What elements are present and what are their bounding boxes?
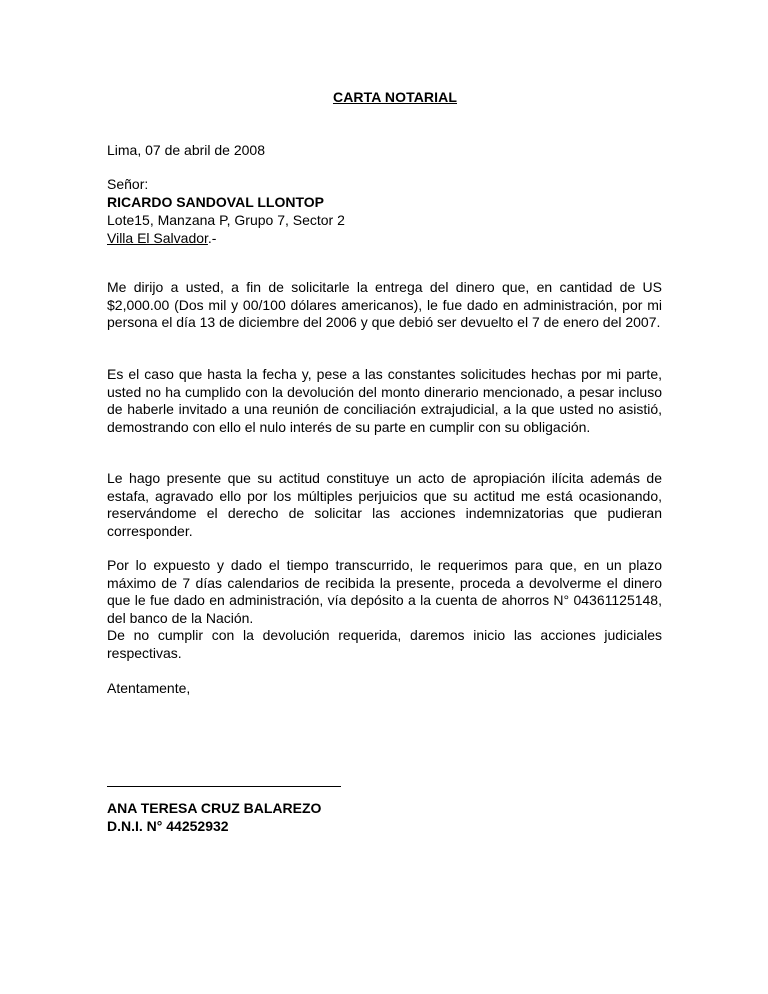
recipient-name: RICARDO SANDOVAL LLONTOP [107, 194, 325, 210]
date-text: Lima, 07 de abril de 2008 [107, 142, 265, 158]
closing-line [107, 679, 662, 697]
recipient-district-suffix: .- [207, 230, 217, 246]
signer-name: ANA TERESA CRUZ BALAREZO [107, 800, 322, 816]
closing-text: Atentamente, [107, 680, 191, 696]
body-paragraph-1: Me dirijo a usted, a fin de solicitarle la entrega del dinero que, en cantidad de US $2,000.00 (Dos mil y 00/100 dólares americanos), le fue dado en administración, por mi persona el día 13 de diciembre del 2006 y que debió ser devuelto el 7 de enero del 2007. [107, 279, 662, 330]
body-paragraph-4: Por lo expuesto y dado el tiempo transcurrido, le requerimos para que, en un plazo máximo de 7 días calendarios de recibida la presente, proceda a devolverme el dinero que le fue dado en administración, vía depósito a la cuenta de ahorros N° 04361125148, del banco de la Nación. [107, 557, 662, 626]
recipient-address: Lote15, Manzana P, Grupo 7, Sector 2 [107, 212, 345, 228]
recipient-district-line [107, 229, 662, 247]
signature-block [107, 799, 662, 835]
recipient-block [107, 175, 662, 247]
letter-title: CARTA NOTARIAL [332, 89, 457, 105]
salutation: Señor: [107, 176, 149, 192]
body-paragraph-5: De no cumplir con la devolución requerida, daremos inicio las acciones judiciales respectivas. [107, 627, 662, 661]
date-line [107, 141, 662, 159]
signer-id: D.N.I. N° 44252932 [107, 818, 229, 834]
recipient-district: Villa El Salvador [107, 230, 208, 246]
body-paragraph-2: Es el caso que hasta la fecha y, pese a las constantes solicitudes hechas por mi parte, usted no ha cumplido con la devolución del monto dinerario mencionado, a pesar incluso de haberle invitado a una reunión de conciliación extrajudicial, a la que usted no asistió, demostrando con ello el nulo interés de su parte en cumplir con su obligación. [107, 366, 662, 435]
body-paragraph-3: Le hago presente que su actitud constituye un acto de apropiación ilícita además de estafa, agravado ello por los múltiples perjuicios que su actitud me está ocasionando, reservándome el derecho de solicitar las acciones indemnizatorias que pudieran corresponder. [107, 470, 662, 539]
signature-line [107, 786, 341, 787]
